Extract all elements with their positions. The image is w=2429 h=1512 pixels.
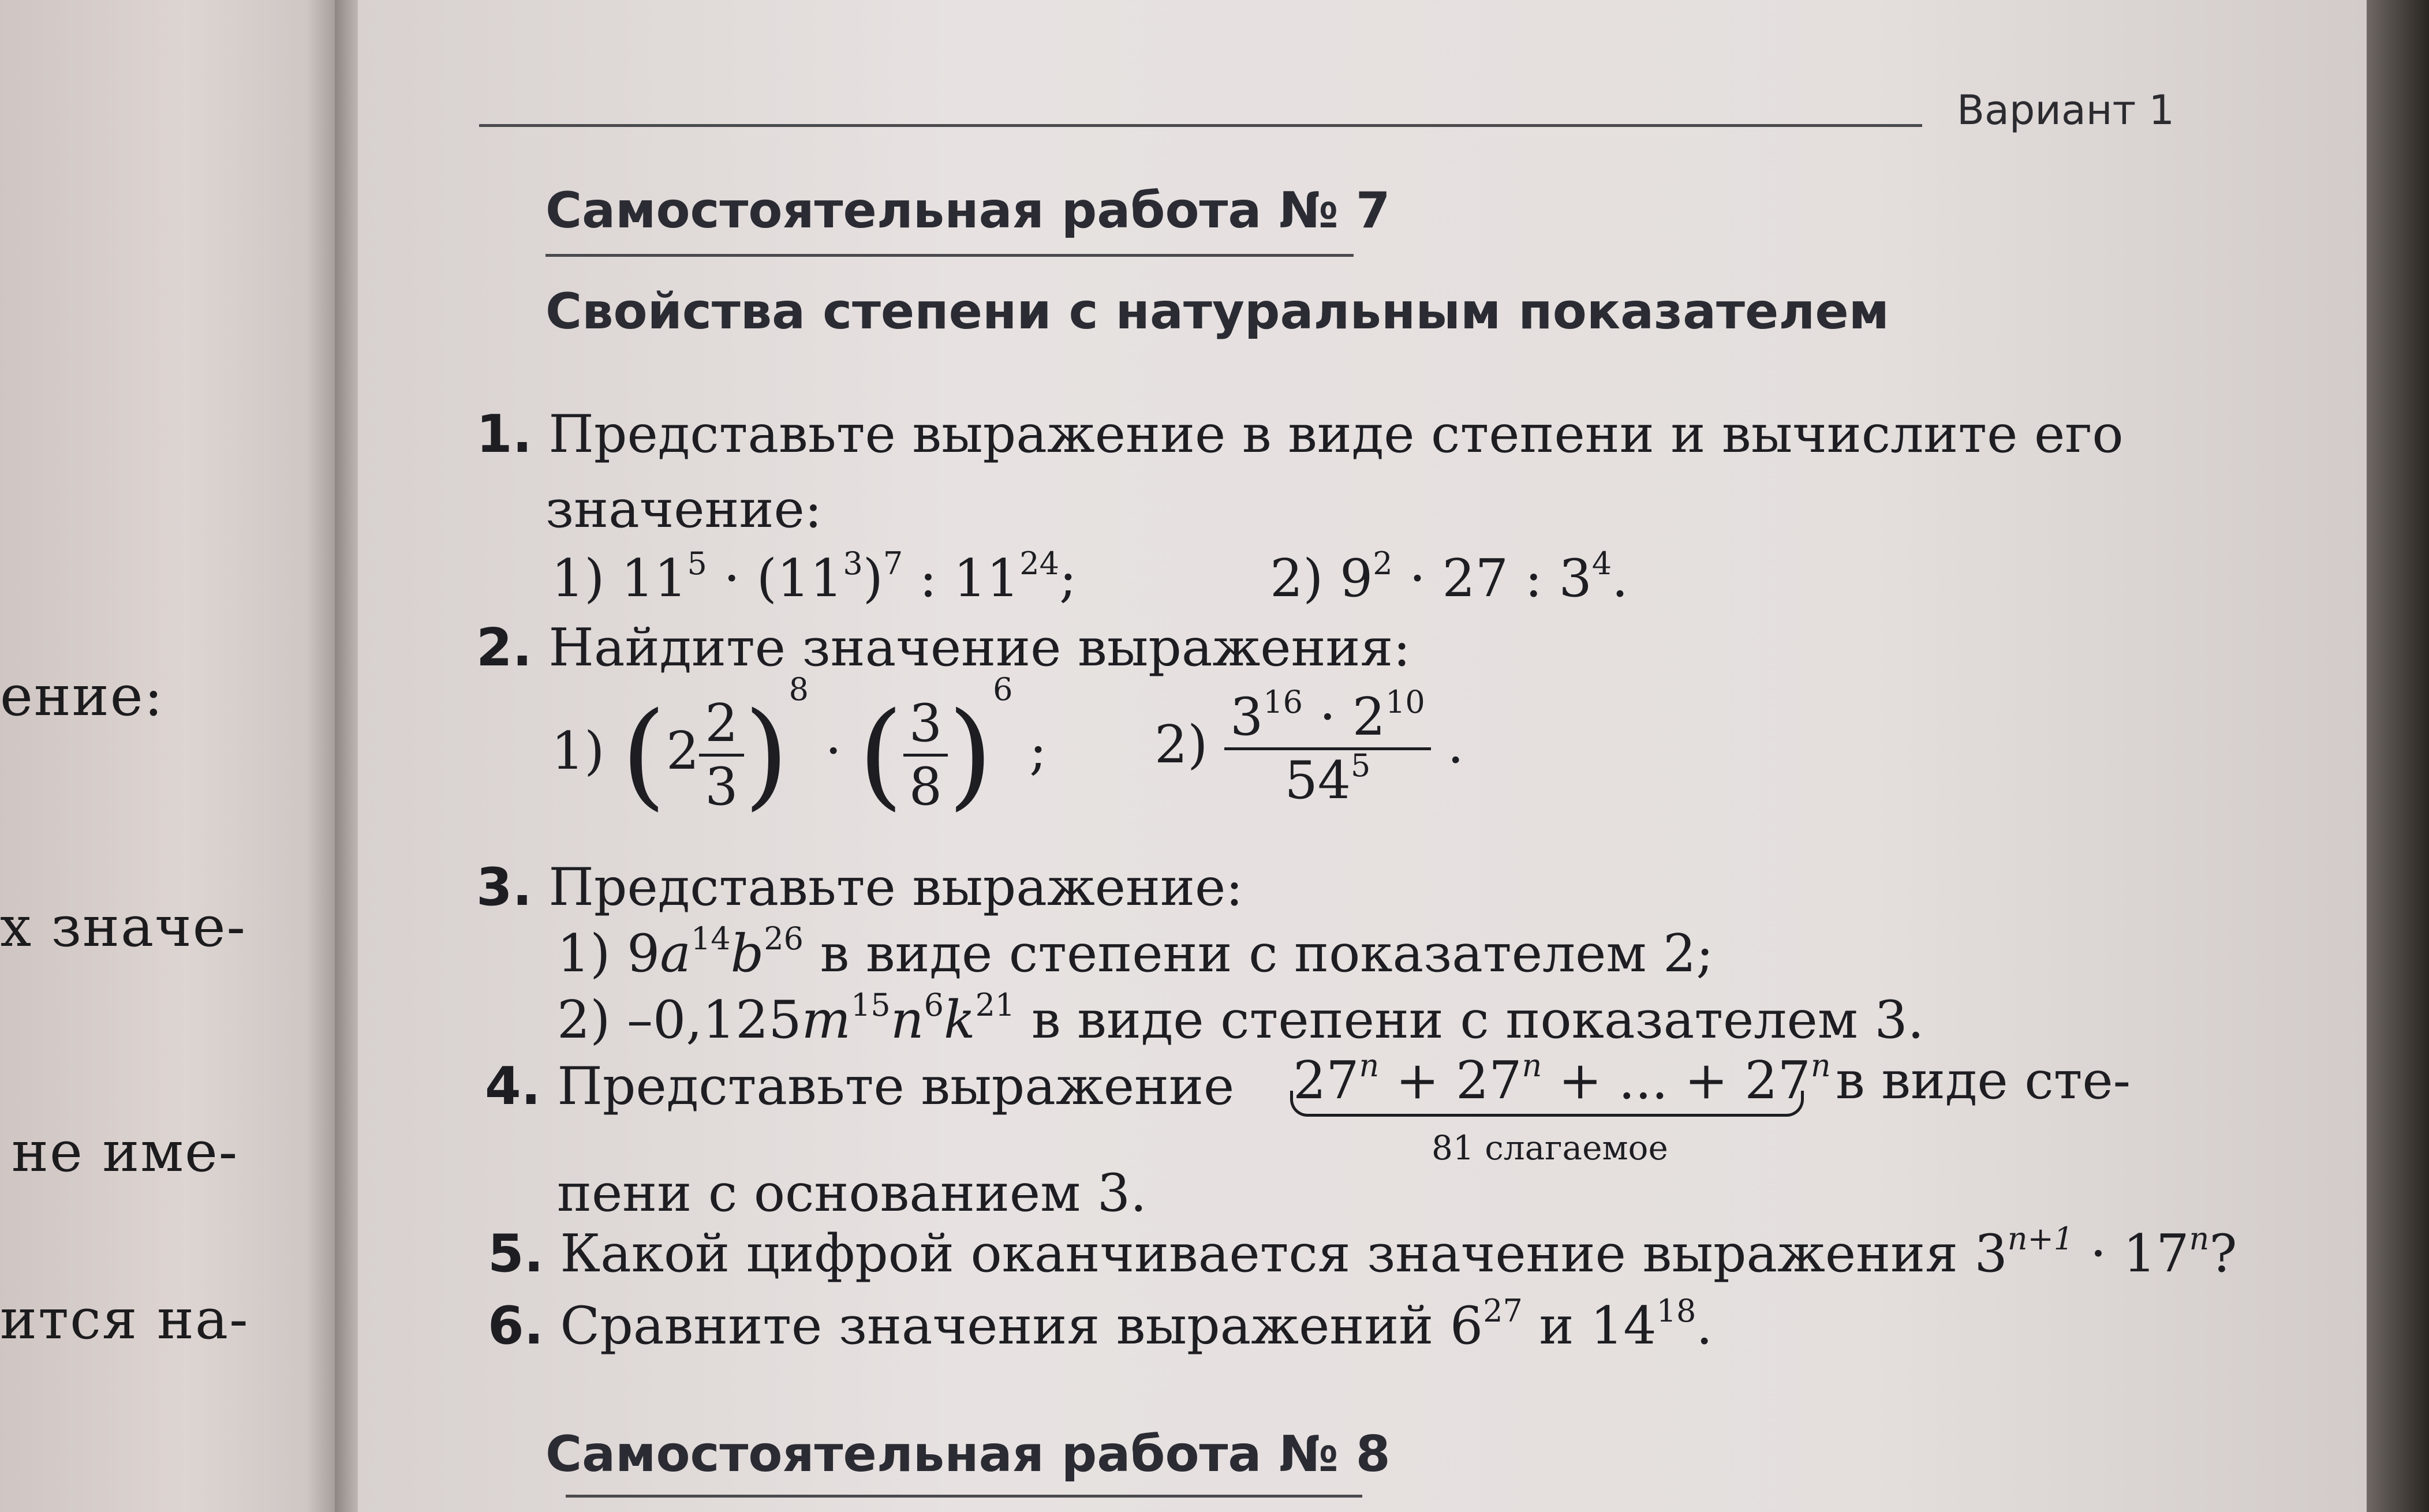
expr-part: и 14 — [1522, 1296, 1657, 1356]
punct: ? — [2209, 1223, 2237, 1284]
task-text: Представьте выражение в виде степени и вычислите его — [548, 404, 2124, 465]
task-number: 2. — [476, 617, 532, 678]
underbrace — [1290, 1091, 1804, 1117]
punct: ; — [1059, 548, 1077, 609]
part-label: 1) — [557, 923, 611, 984]
exponent: 5 — [687, 545, 707, 582]
exponent: 8 — [789, 671, 809, 708]
task-3-part-1 — [557, 920, 1714, 984]
punct: . — [1696, 1296, 1713, 1356]
left-fragment: не име- — [12, 1120, 239, 1184]
expr-part: · 27 : 3 — [1392, 548, 1592, 609]
title-underline — [545, 254, 1354, 257]
punct: . — [1447, 714, 1464, 775]
task-4-line-c: пени с основанием 3. — [557, 1163, 1147, 1223]
task-text: Какой цифрой оканчивается значение выражения 3 — [560, 1223, 2008, 1284]
part-label: 2) — [1270, 548, 1324, 609]
punct: . — [1612, 548, 1628, 609]
exponent: 21 — [975, 987, 1015, 1024]
coefficient: 9 — [626, 923, 660, 984]
expr-part: · 17 — [2073, 1223, 2189, 1284]
next-title-underline — [566, 1495, 1362, 1498]
fraction: $\frac{3^{16} \cdot 2^{10}}{54^5}$ — [1224, 687, 1431, 811]
task-2-part-2 — [1154, 684, 1464, 811]
expr-part: · (11 — [707, 548, 843, 609]
task-1-part-1 — [551, 545, 1077, 609]
left-fragment: ится на- — [0, 1287, 249, 1352]
punct: ; — [1029, 720, 1047, 781]
task-4-line-a — [485, 1056, 1234, 1117]
variant-label: Вариант 1 — [1957, 87, 2175, 134]
exponent: 15 — [850, 987, 891, 1024]
exponent: 6 — [993, 671, 1013, 708]
fraction: $\frac{2}{3}$ — [699, 693, 743, 817]
exponent: n — [2189, 1221, 2210, 1257]
task-2-line — [476, 617, 1411, 678]
next-work-title: Самостоятельная работа № 8 — [545, 1425, 1391, 1483]
exponent: 18 — [1656, 1293, 1696, 1330]
multiply-sign: · — [825, 720, 842, 781]
exponent: 24 — [1019, 545, 1059, 582]
part-label: 1) — [551, 548, 605, 609]
task-1-line-a — [476, 404, 2124, 465]
part-label: 2) — [557, 990, 611, 1050]
variable: a — [660, 923, 691, 984]
task-5-line — [488, 1223, 2237, 1284]
task-number: 1. — [476, 404, 532, 465]
work-title: Самостоятельная работа № 7 — [545, 182, 1391, 239]
task-text: Представьте выражение: — [548, 857, 1243, 918]
exponent: 27 — [1483, 1293, 1523, 1330]
task-text: Представьте выражение — [557, 1056, 1235, 1117]
exponent: 7 — [883, 545, 903, 582]
exponent: 2 — [1373, 545, 1393, 582]
task-1-line-b: значение: — [545, 479, 823, 540]
task-number: 3. — [476, 857, 532, 918]
base: 9 — [1339, 548, 1373, 609]
task-6-line — [488, 1293, 1713, 1356]
fraction: $\frac{3}{8}$ — [903, 693, 948, 817]
exponent: 3 — [843, 545, 863, 582]
task-3-part-2 — [557, 987, 1924, 1050]
left-fragment: ение: — [0, 664, 164, 728]
task-number: 4. — [485, 1056, 541, 1117]
base: 11 — [621, 548, 687, 609]
task-1-part-2 — [1270, 545, 1628, 609]
task-3-line — [476, 857, 1243, 918]
expr-part: ) — [862, 548, 883, 609]
part-label: 1) — [551, 720, 605, 781]
exponent: 6 — [924, 987, 944, 1024]
exponent: 26 — [764, 920, 804, 957]
header-rule — [479, 124, 1922, 127]
task-text: Сравните значения выражений 6 — [560, 1296, 1483, 1356]
whole-part: 2 — [666, 720, 700, 781]
variable: n — [890, 990, 924, 1050]
task-number: 6. — [488, 1296, 544, 1356]
left-fragment: х значе- — [0, 895, 246, 959]
left-page — [0, 0, 341, 1512]
variable: k — [944, 990, 976, 1050]
task-4-expression: $27^n + 27^n$ + ... + $27^n$ — [1293, 1047, 1831, 1111]
task-text: Найдите значение выражения: — [548, 617, 1411, 678]
coefficient: –0,125 — [626, 990, 802, 1050]
variable: m — [801, 990, 851, 1050]
underbrace-label: 81 слагаемое — [1432, 1128, 1668, 1167]
expr-part: : 11 — [903, 548, 1020, 609]
task-number: 5. — [488, 1223, 544, 1284]
task-text: в виде степени с показателем 2; — [803, 923, 1714, 984]
variable: b — [730, 923, 764, 984]
part-label: 2) — [1154, 714, 1208, 775]
task-text: в виде степени с показателем 3. — [1015, 990, 1924, 1050]
work-subtitle: Свойства степени с натуральным показателем — [545, 283, 1889, 340]
task-4-line-b: в виде сте- — [1836, 1050, 2131, 1111]
page-edge-shadow — [2367, 0, 2429, 1512]
exponent: 4 — [1591, 545, 1612, 582]
task-2-part-1: 1) (2 $\frac{2}{3}$ )$^8$ · ( $\frac{3}{8}$ )$^6$ ; — [551, 671, 1047, 822]
exponent: 14 — [690, 920, 731, 957]
exponent: n+1 — [2007, 1221, 2074, 1257]
